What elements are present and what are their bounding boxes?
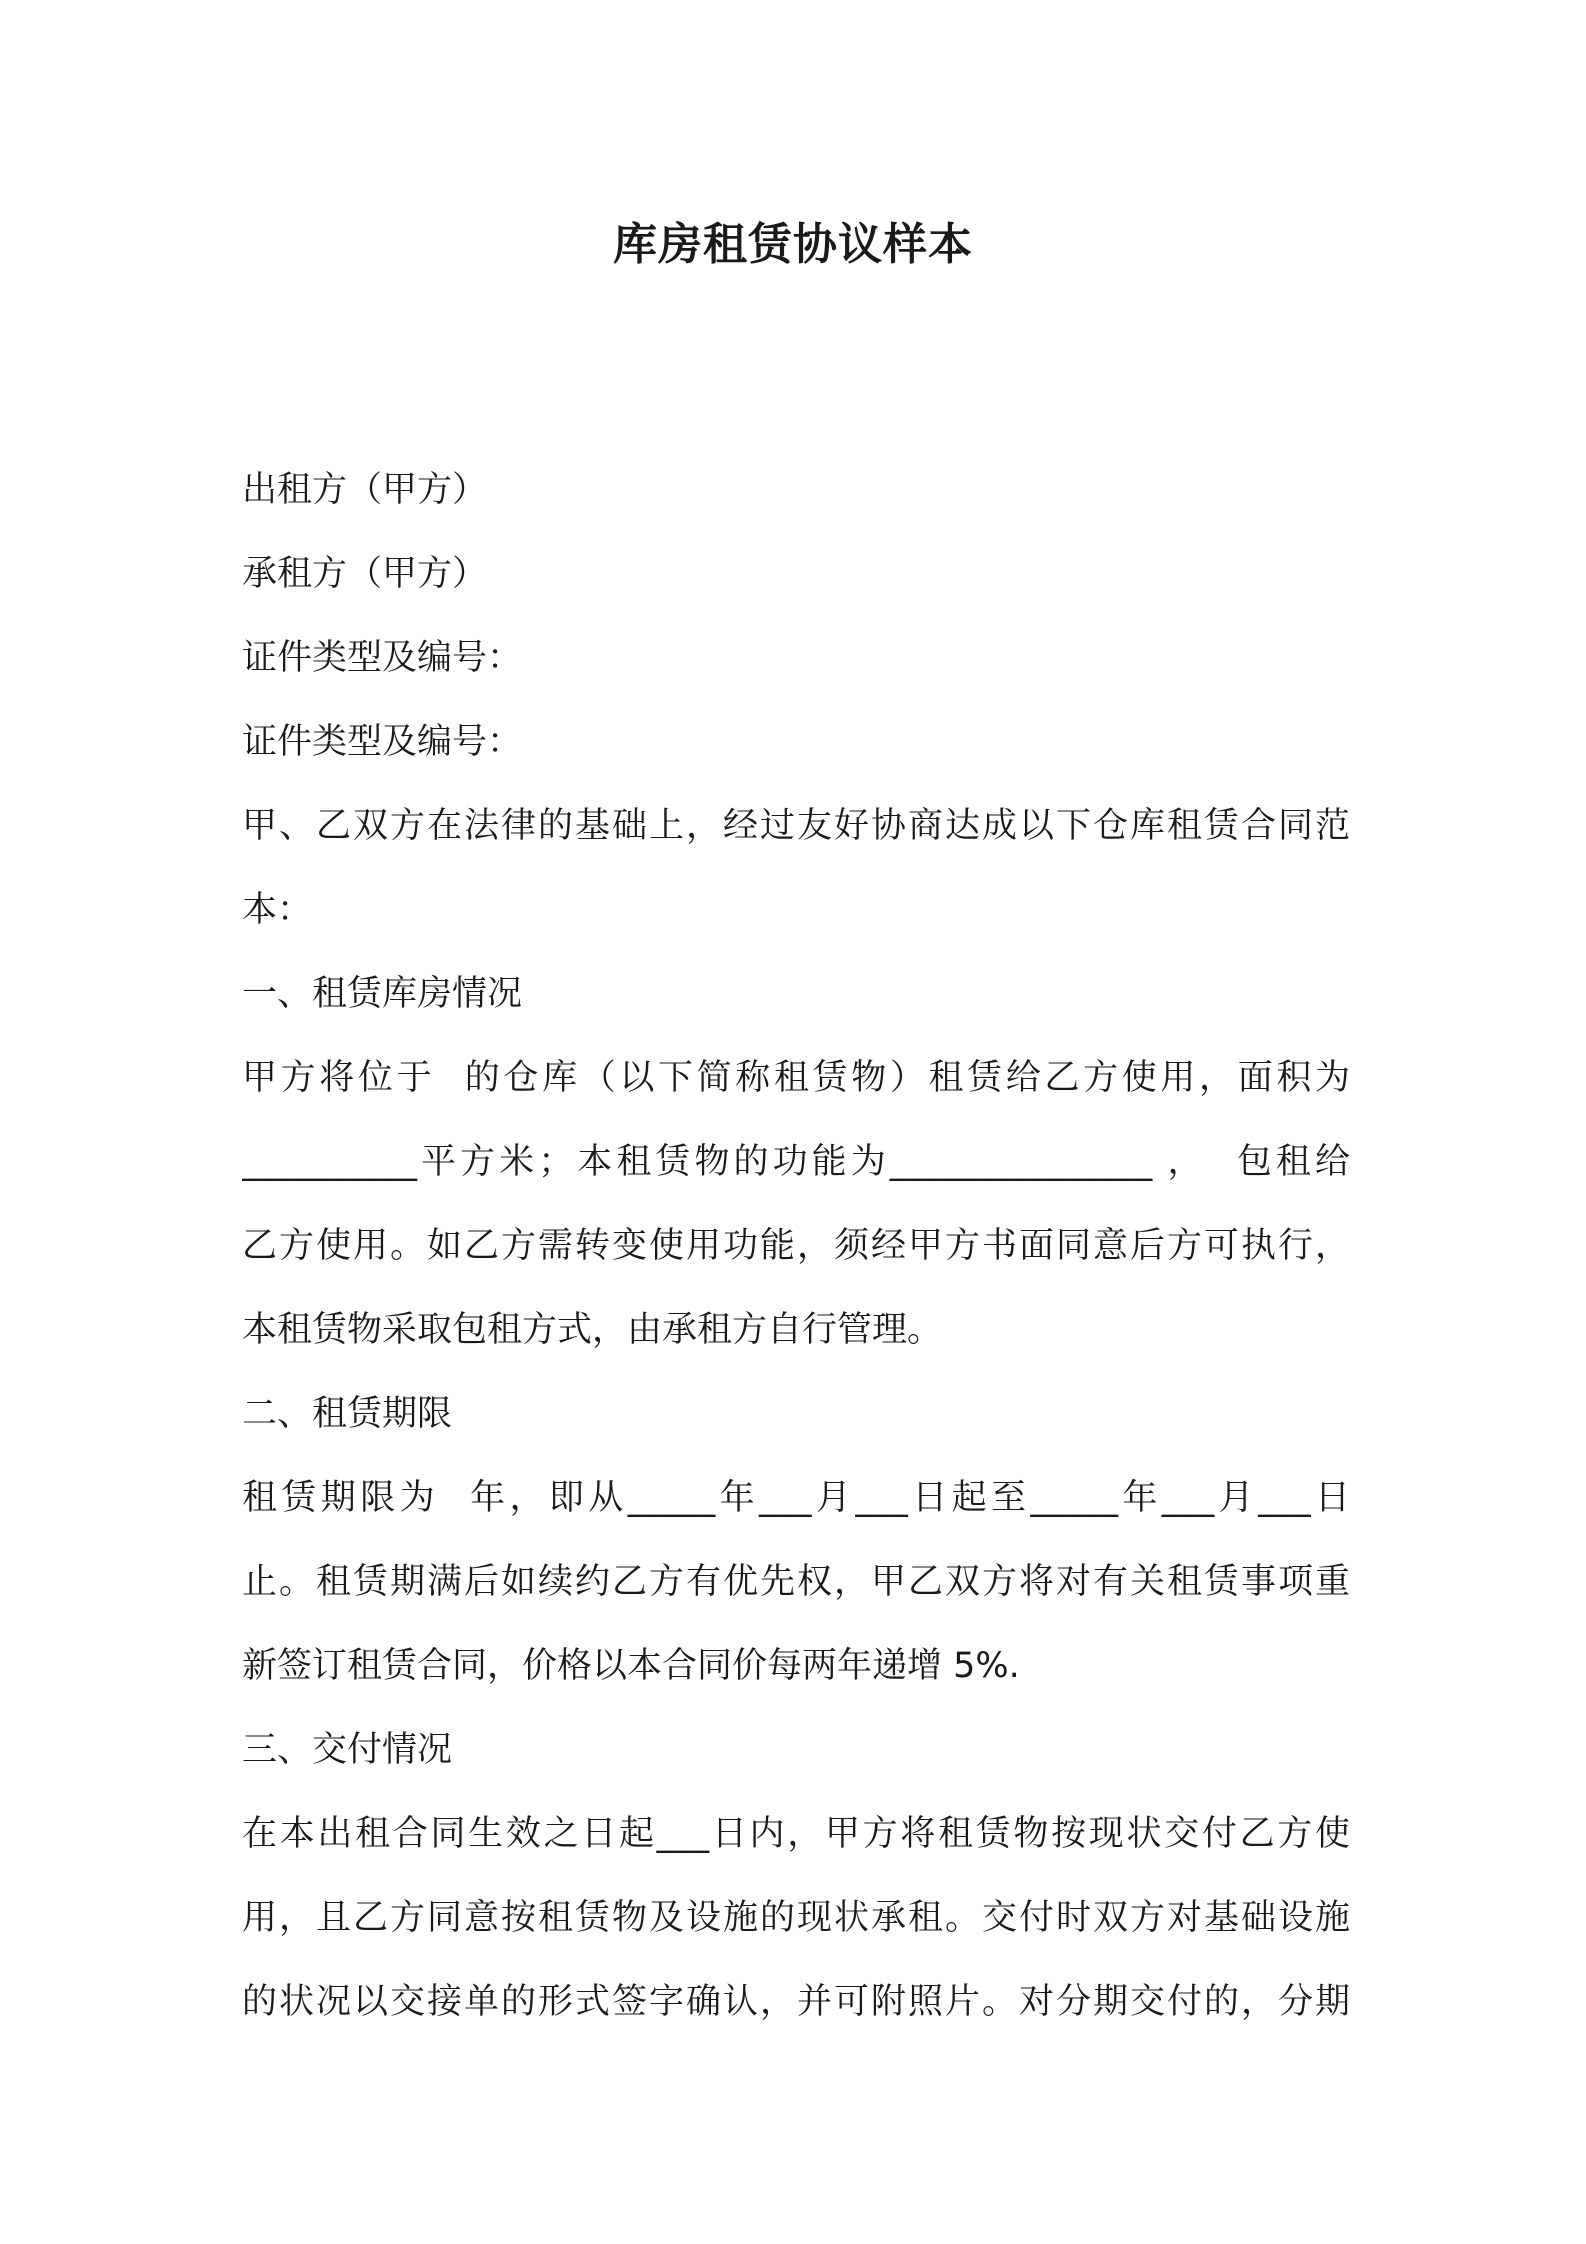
paragraph-line: 租赁期限为 年，即从_____年___月___日起至_____年___月___日 <box>242 1478 1350 1518</box>
paragraph-line: 的状况以交接单的形式签字确认，并可附照片。对分期交付的，分期 <box>242 1982 1350 2022</box>
paragraph-line: 新签订租赁合同，价格以本合同价每两年递增 5%. <box>242 1646 1020 1686</box>
id-type-line: 证件类型及编号： <box>242 722 523 762</box>
section-heading: 一、租赁库房情况 <box>242 974 523 1014</box>
paragraph-line: 甲、乙双方在法律的基础上，经过友好协商达成以下仓库租赁合同范 <box>242 806 1350 846</box>
party-a-line: 出租方（甲方） <box>242 470 488 510</box>
party-b-line: 承租方（甲方） <box>242 554 488 594</box>
paragraph-line: 本： <box>242 890 313 930</box>
paragraph-line: 用，且乙方同意按租赁物及设施的现状承租。交付时双方对基础设施 <box>242 1898 1350 1938</box>
paragraph-line: 在本出租合同生效之日起___日内，甲方将租赁物按现状交付乙方使 <box>242 1814 1350 1854</box>
section-heading: 二、租赁期限 <box>242 1394 453 1434</box>
paragraph-line: 乙方使用。如乙方需转变使用功能，须经甲方书面同意后方可执行， <box>242 1226 1350 1266</box>
document-title: 库房租赁协议样本 <box>613 219 973 270</box>
document-body <box>242 448 1350 2044</box>
paragraph-line: 止。租赁期满后如续约乙方有优先权，甲乙双方将对有关租赁事项重 <box>242 1562 1350 1602</box>
paragraph-line: 甲方将位于 的仓库（以下简称租赁物）租赁给乙方使用，面积为 <box>242 1058 1350 1098</box>
paragraph-line: 本租赁物采取包租方式，由承租方自行管理。 <box>242 1310 943 1350</box>
section-heading: 三、交付情况 <box>242 1730 453 1770</box>
id-type-line: 证件类型及编号： <box>242 638 523 678</box>
paragraph-line: __________平方米；本租赁物的功能为_______________ ， 包租给 <box>242 1142 1350 1182</box>
